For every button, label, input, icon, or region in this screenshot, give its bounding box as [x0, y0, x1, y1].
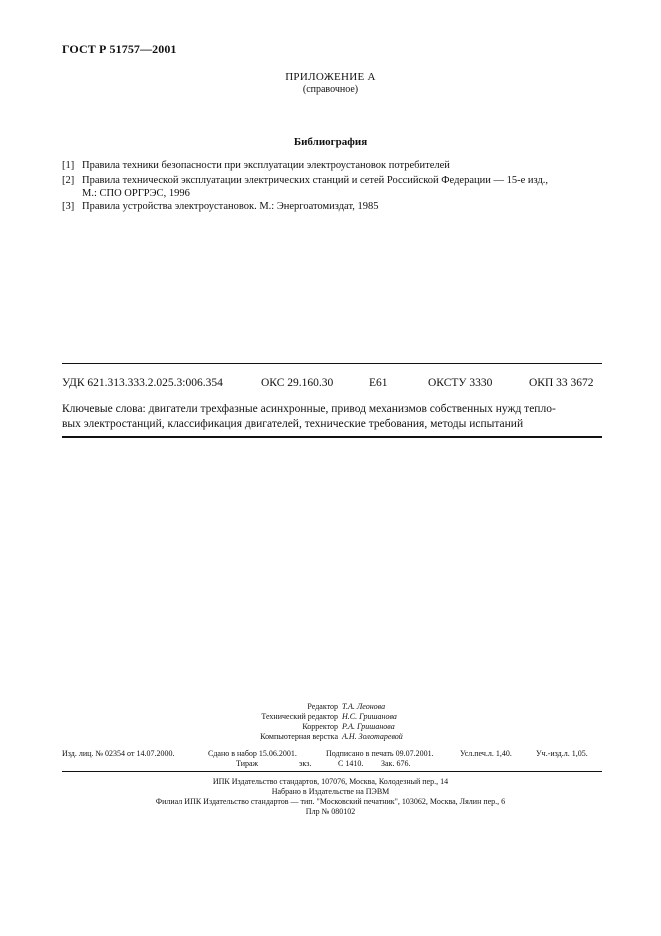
circulation-label: Тираж: [236, 759, 259, 768]
order-number: Зак. 676.: [381, 759, 411, 768]
footer-line: Филиал ИПК Издательство стандартов — тип. "Московский печатник", 103062, Москва, Лялин пер., 6: [155, 797, 506, 806]
bibliography-item-number: [2]: [62, 175, 75, 186]
document-id: ГОСТ Р 51757—2001: [62, 42, 177, 56]
corrector-name: Р.А. Гришанова: [342, 722, 395, 731]
classification-row: [62, 377, 602, 393]
signed-date: Подписано в печать 09.07.2001.: [326, 749, 434, 758]
keywords: [62, 402, 602, 431]
bibliography-item-text-continued: М.: СПО ОРГРЭС, 1996: [82, 188, 190, 199]
tech-editor-role: Технический редактор: [261, 712, 338, 721]
tech-editor-name: Н.С. Гришанова: [342, 712, 397, 721]
bibliography-item-text: Правила техники безопасности при эксплуатации электроустановок потребителей: [82, 160, 450, 171]
layout-name: А.Н. Золотаревой: [342, 732, 403, 741]
keywords-line: вых электростанций, классификация двигателей, технические требования, методы испытаний: [62, 417, 524, 430]
oks-code: ОКС 29.160.30: [261, 377, 334, 389]
license-number: Изд. лиц. № 02354 от 14.07.2000.: [62, 749, 175, 758]
staff-credits: [0, 701, 661, 749]
footer-line: Плр № 080102: [305, 807, 356, 816]
bibliography-item: [62, 159, 607, 172]
editor-name: Т.А. Леонова: [342, 702, 386, 711]
footer-line: ИПК Издательство стандартов, 107076, Москва, Колодезный пер., 14: [212, 777, 449, 786]
okp-code: ОКП 33 3672: [529, 377, 594, 389]
print-sheets: Усл.печ.л. 1,40.: [460, 749, 512, 758]
corrector-role: Корректор: [302, 722, 338, 731]
layout-role: Компьютерная верстка: [260, 732, 338, 741]
footer-line: Набрано в Издательстве на ПЭВМ: [271, 787, 390, 796]
c-number: С 1410.: [338, 759, 364, 768]
bottom-divider: [62, 436, 602, 438]
circulation-value: экз.: [299, 759, 312, 768]
okstu-code: ОКСТУ 3330: [428, 377, 493, 389]
bibliography-item: [62, 174, 607, 200]
bibliography-item-number: [3]: [62, 201, 75, 212]
e-code: Е61: [369, 377, 388, 389]
edition-sheets: Уч.-изд.л. 1,05.: [536, 749, 588, 758]
submitted-date: Сдано в набор 15.06.2001.: [208, 749, 297, 758]
bibliography-item-text: Правила устройства электроустановок. М.: Энергоатомиздат, 1985: [82, 201, 379, 212]
bibliography-item-number: [1]: [62, 160, 75, 171]
bibliography-item-text: Правила технической эксплуатации электрических станций и сетей Российской Федерации — 15-е изд.,: [82, 175, 549, 186]
keywords-line: Ключевые слова: двигатели трехфазные асинхронные, привод механизмов собственных нужд тепло-: [62, 403, 556, 415]
udk-code: УДК 621.313.333.2.025.3:006.354: [62, 377, 223, 389]
editor-role: Редактор: [307, 702, 338, 711]
bibliography-item: [62, 200, 607, 213]
footer-divider: [62, 771, 602, 772]
top-divider: [62, 363, 602, 364]
bibliography-title: Библиография: [293, 136, 368, 148]
appendix-title: ПРИЛОЖЕНИЕ А: [285, 71, 376, 83]
appendix-subtitle: (справочное): [302, 84, 359, 95]
